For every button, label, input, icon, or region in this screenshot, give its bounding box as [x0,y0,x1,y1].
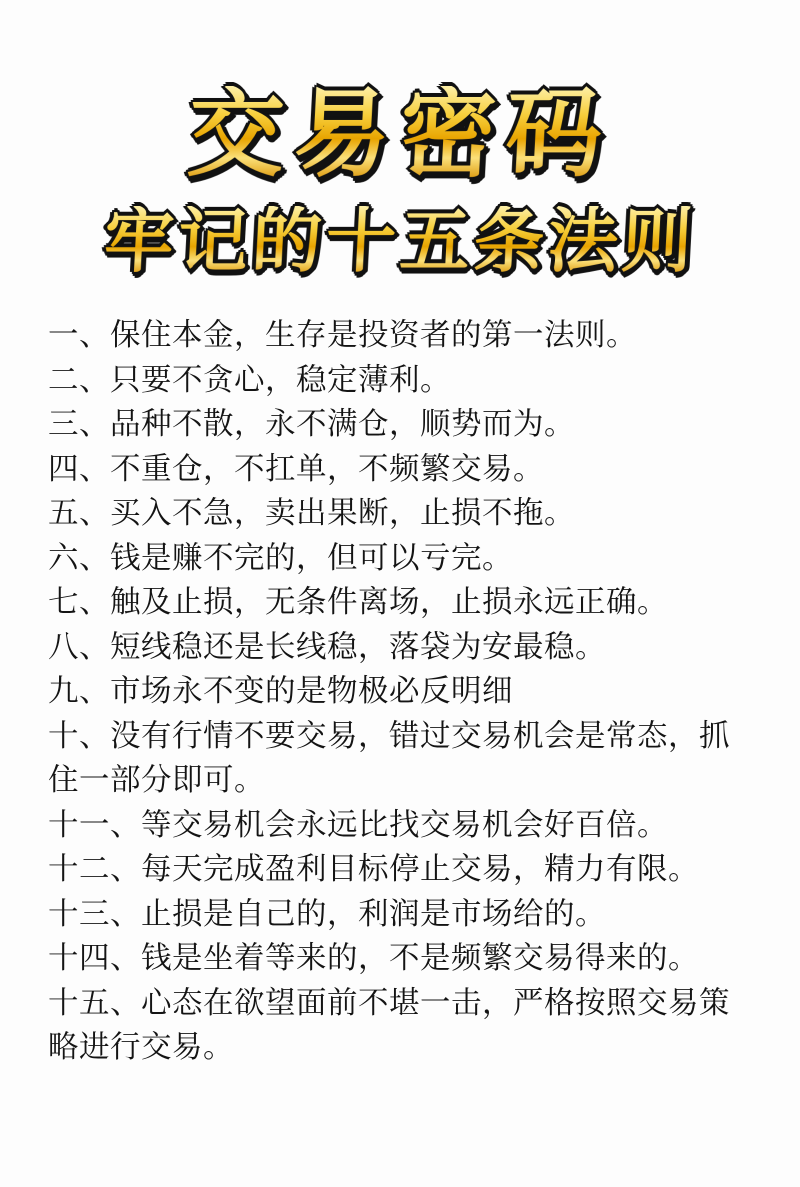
rule-item: 十、没有行情不要交易，错过交易机会是常态，抓住一部分即可。 [48,718,730,798]
rule-item: 十四、钱是坐着等来的，不是频繁交易得来的。 [48,941,699,976]
poster-main-title: 交易密码 [185,78,615,190]
rule-item: 七、触及止损，无条件离场，止损永远正确。 [48,585,668,620]
title-block [0,0,800,282]
rule-item: 八、短线稳还是长线稳，落袋为安最稳。 [48,629,606,665]
rule-item: 六、钱是赚不完的，但可以亏完。 [48,540,513,576]
rule-item: 十一、等交易机会永远比找交易机会好百倍。 [48,807,668,843]
rules-list [0,314,800,1187]
rule-item: 五、买入不急，卖出果断，止损不拖。 [48,496,575,531]
poster-subtitle: 牢记的十五条法则 [101,200,699,282]
rule-item: 一、保住本金，生存是投资者的第一法则。 [48,318,637,353]
rule-item: 十三、止损是自己的，利润是市场给的。 [48,896,606,932]
rule-item: 三、品种不散，永不满仓，顺势而为。 [48,407,575,442]
rule-item: 十五、心态在欲望面前不堪一击，严格按照交易策略进行交易。 [48,985,730,1065]
rule-item: 九、市场永不变的是物极必反明细 [48,674,513,709]
rule-item: 二、只要不贪心，稳定薄利。 [48,362,451,398]
rule-item: 四、不重仓，不扛单，不频繁交易。 [48,451,544,487]
rule-item: 十二、每天完成盈利目标停止交易，精力有限。 [48,852,699,887]
